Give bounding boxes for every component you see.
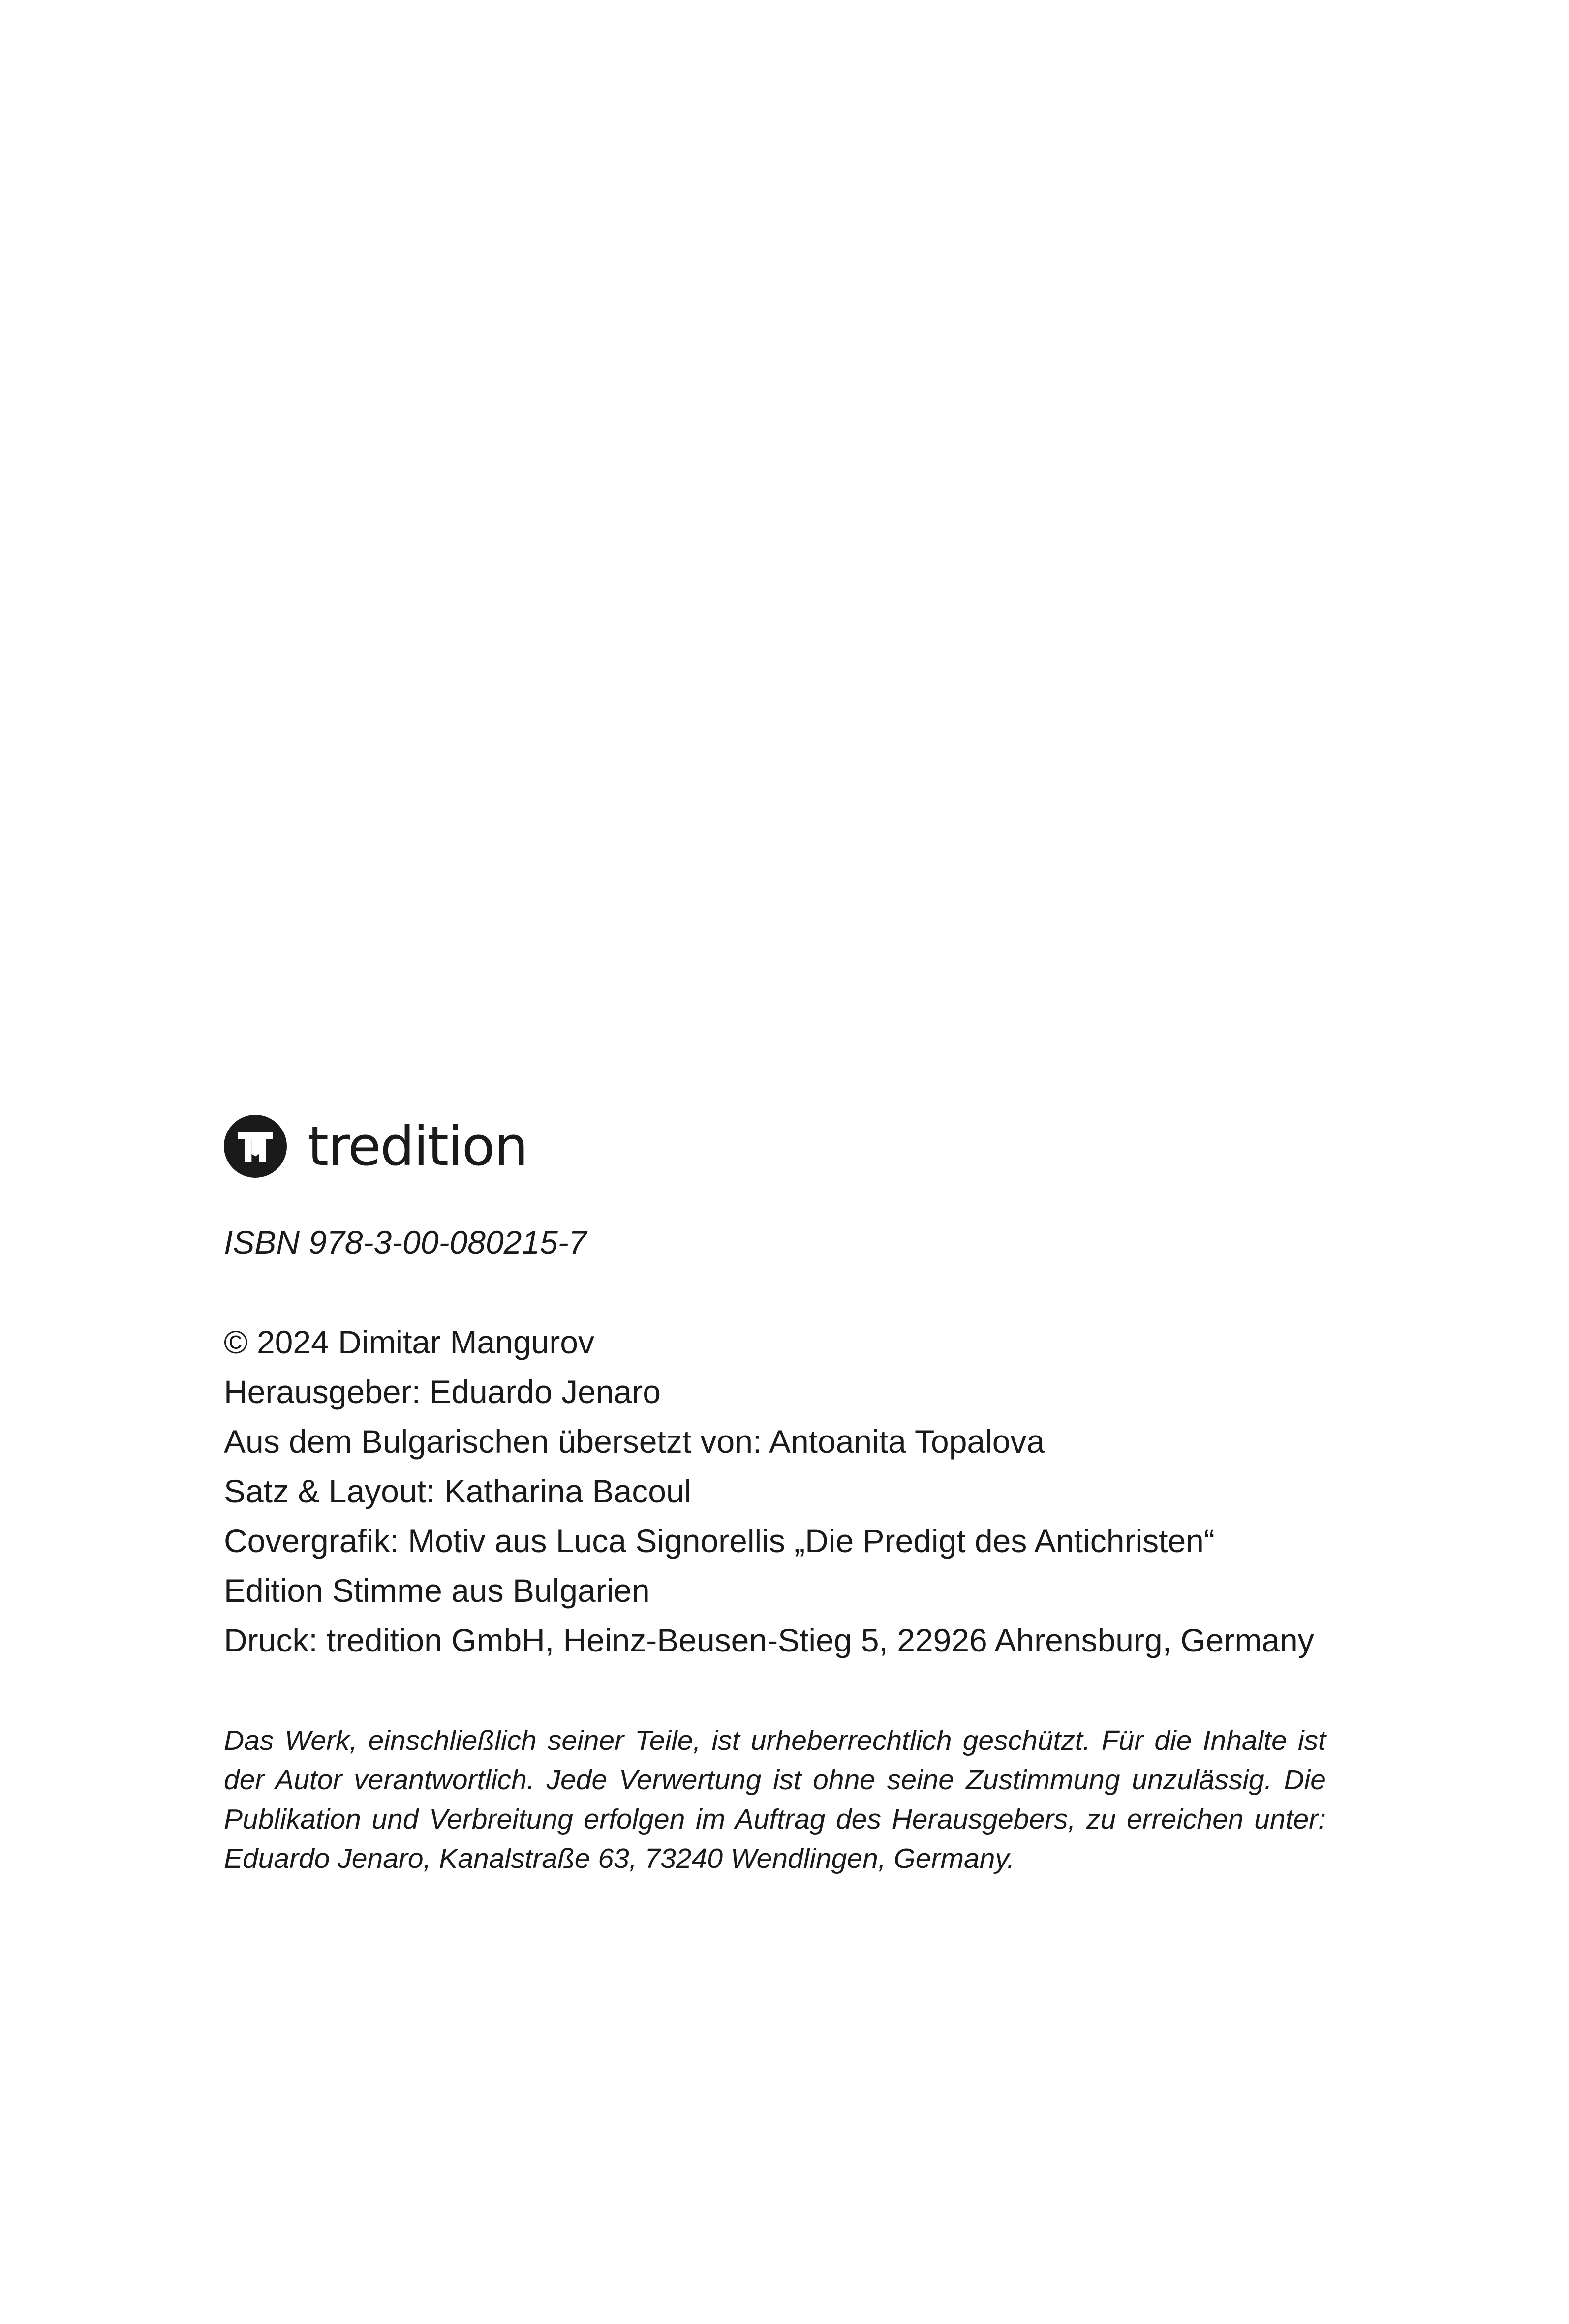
publisher-name: tredition [308,1115,527,1178]
copyright-line: © 2024 Dimitar Mangurov [224,1324,594,1360]
credits-list [224,1317,1331,1665]
copyright-notice: Das Werk, einschließlich seiner Teile, ist urheberrechtlich geschützt. Für die Inhalte ist der Autor verantwortlich. Jede Verwertung ist ohne seine Zustimmung unzulässig. Die Publikation und Verbreitung erfolgen im Auftrag des Herausgebers, zu erreichen unter: Eduardo Jenaro, Kanalstraße 63, 73240 Wendlingen, Germany. [224,1725,1326,1874]
cover-line: Covergrafik: Motiv aus Luca Signorellis „Die Predigt des Antichristen“ [224,1523,1215,1559]
isbn: ISBN 978-3-00-080215-7 [224,1224,587,1260]
edition-line: Edition Stimme aus Bulgarien [224,1572,650,1609]
print-line: Druck: tredition GmbH, Heinz-Beusen-Stieg 5, 22926 Ahrensburg, Germany [224,1622,1314,1658]
editor-line: Herausgeber: Eduardo Jenaro [224,1374,661,1410]
layout-line: Satz & Layout: Katharina Bacoul [224,1473,692,1509]
publisher-logo [224,1109,527,1183]
tredition-logo-icon [224,1115,287,1178]
translator-line: Aus dem Bulgarischen übersetzt von: Antoanita Topalova [224,1423,1045,1460]
